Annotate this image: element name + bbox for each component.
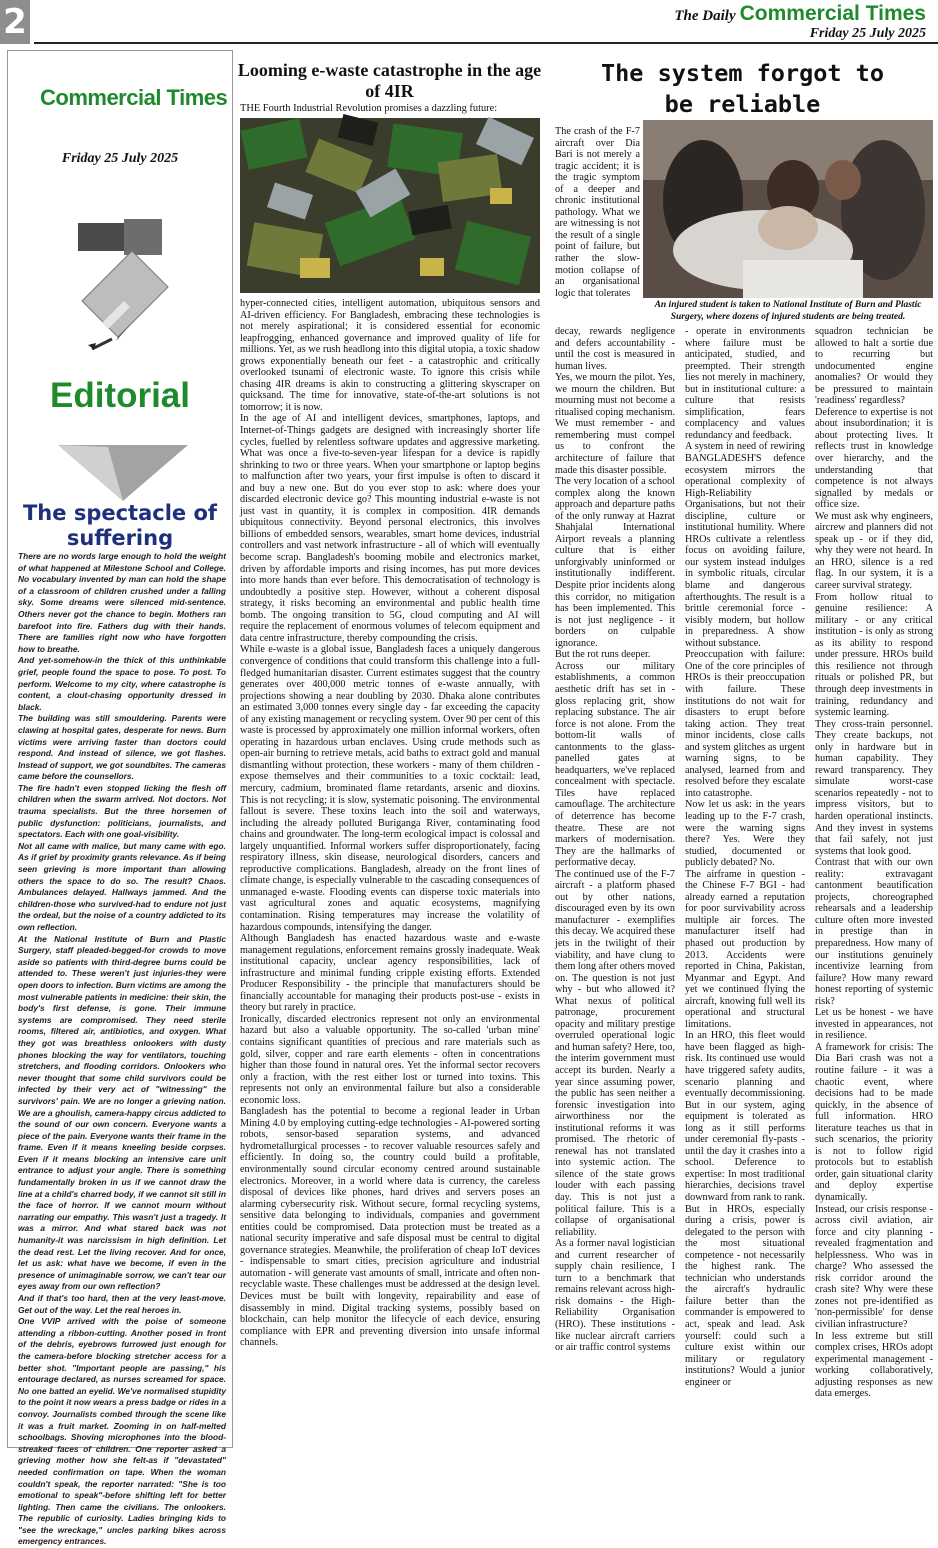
ewaste-paragraph: Bangladesh has the potential to become a regional leader in Urban Mining 4.0 by employing cutting-edge technologies - AI-powered sorting robots, sensor-based separation systems, and advanced hydrometallurgical processes - to recover valuable resources safely and efficiently. In doing so, the country could build a profitable, environmentally sound circular economy centred around sustainable electronics. Moreover, in a world where data is currency, the careless disposal of devices like phones, hard drives and servers poses an alarming cybersecurity risk. Without secure, formal recycling systems, sensitive data belonging to individuals, companies and government entities could be compromised. Data protection must be treated as a national security imperative and safe disposal must be central to digital governance strategies. Meanwhile, the proliferation of cheap IoT devices - indispensable to smart cities, precision agriculture and industrial automation - will generate vast amounts of small, intricate and often non-recyclable waste. These challenges must be addressed at the design level. Devices must be built with longevity, repairability and ease of disassembly in mind. Digital tracking systems, possibly based on blockchain, can help monitor the lifecycle of each device, ensuring compliance with EPR and preventing diversion into unsafe informal channels. xyxy=(240,1106,540,1349)
editorial-paragraph: One VVIP arrived with the poise of someone attending a ribbon-cutting. Another posed in front of the debris, eyebrows furrowed just enough for the camera-before blocking stretcher access for a better shot. "Important people are passing," his entourage declared, as nurses screamed for space. No one batted an eyelid. We've normalised stupidity to the point it now wears a press badge or rides in a convoy. Journalists combed through the scene like it was a fruit market. Zooming in on half-melted schoolbags. Shoving microphones into the blood-streaked faces of children. One reporter asked a grieving mother how she felt-as if "devastated" needed confirmation on tape. When the woman couldn't speak, the reporter narrated: "She is too emotional to speak"-before shifting left for better lighting. Then came the civilians. The onlookers. The republic of curiosity. Ladies bringing kids to "see the wreckage," uncles parking bikes across emergency entrances. xyxy=(18,1316,226,1547)
system-paragraph: But the rot runs deeper. xyxy=(555,649,651,661)
masthead-paper-name: Commercial Times xyxy=(739,2,926,25)
system-paragraph: Deference to expertise is not about insubordination; it is about protecting lives. It reflects trust in knowledge over hierarchy, and the understanding that competence is not always signalled by medals or office size. xyxy=(815,406,933,511)
ewaste-paragraph: hyper-connected cities, intelligent automation, ubiquitous sensors and AI-driven efficiency. For Bangladesh, embracing these technologies is not merely aspirational; it is considered essential for economic leapfrogging, enhanced governance and improved quality of life for millions. Yet, as we rush headlong into this digital utopia, a toxic shadow grows exponentially beneath our feet - a catastrophic and critically overlooked tsunami of electronic waste. To ignore this crisis while chasing 4IR dreams is akin to constructing a glittering skyscraper on quicksand. The time for innovative, state-of-the-art solutions is not tomorrow; it is now. xyxy=(240,298,540,413)
sidebar-date: Friday 25 July 2025 xyxy=(61,151,179,166)
ewaste-paragraph: Ironically, discarded electronics represent not only an environmental hazard but also a valuable opportunity. The so-called 'urban mine' contains significant quantities of precious and rare materials such as gold, silver, copper and rare earth elements - often in concentrations higher than those found in natural ores. Yet the informal sector recovers only a fraction, with the rest either lost or turned into toxins. This represents not only an environmental failure but also a considerable economic loss. xyxy=(240,1013,540,1106)
ewaste-photo xyxy=(240,118,540,293)
system-paragraph: From hollow ritual to genuine resilience: A military - or any critical institution - is only as strong as its ability to respond under pressure. HROs build this resilience not through rituals or polished PR, but through deep investments in training, redundancy and systemic learning. xyxy=(815,591,933,719)
photo-caption: An injured student is taken to National Institute of Burn and Plastic Surgery, where dozens of injured students are being treated. xyxy=(654,300,922,322)
system-paragraph: In less extreme but still complex crises, HROs adopt experimental management - working collaboratively, adjusting responses as new data emerges. xyxy=(815,1330,933,1400)
system-paragraph: Yes, we mourn the pilot. Yes, we mourn the children. But mourning must not become a ritualised coping mechanism. We must remember - and remembering must compel us to confront the architecture of failure that made this disaster possible. xyxy=(555,372,675,476)
system-paragraph: Across our military establishments, a common aesthetic drift has set in - gloss replacing grit, show replacing substance. The air force is not alone. From the bottom-lit walls of cantonments to the glass-panelled gates at headquarters, we've replaced concealment with spectacle. Tiles have replaced camouflage. The architecture of deterrence has become theatre. These are not markers of modernisation. They are the hallmarks of performative decay. xyxy=(555,660,675,869)
editorial-paragraph: There are no words large enough to hold the weight of what happened at Milestone School and College. No vocabulary invented by man can hold the shape of a classroom of children crushed under a falling sky. Some dreams were silenced mid-sentence. Others never got the chance to begin. Mothers ran barefoot into fire. Fathers dug with their hands. There are families right now who have forgotten how to breathe. xyxy=(18,551,226,654)
chevron-down-icon xyxy=(48,443,198,503)
ewaste-paragraph: In the age of AI and intelligent devices, smartphones, laptops, and Internet-of-Things gadgets are designed with increasingly shorter life cycles, fuelled by relentless software updates and aggressive marketing. What was once a five-to-seven-year lifespan for a device is rapidly shrinking to two or three years. When your smartphone or laptop begins to malfunction after two years, your first impulse is often to discard it and buy a new one. But do you ever stop to ask: where does your discarded electronic device go? This mounting industrial e-waste is not just vast in quantity, it is complex in composition. 4IR demands ubiquitous connectivity. Beyond personal electronics, this involves billions of embedded sensors, wearables, smart home devices, industrial controllers and vast network infrastructure - all of which will eventually become scrap. Bangladesh's booming mobile and electronics market, driven by affordable imports and rising incomes, has put more devices into more hands than ever before. This democratisation of technology is undoubtedly a positive step. However, without a coherent disposal strategy, it risks becoming an environmental and public health time bomb. The ongoing transition to 5G, cloud computing and AI will require the replacement of enormous volumes of telecom equipment and data centre infrastructure, thereby compounding the crisis. xyxy=(240,413,540,644)
system-paragraph: The crash of the F-7 aircraft over Dia Bari is not merely a tragic accident; it is the tragic symptom of a deeper and chronic institutional pathology. What we are witnessing is not the result of a single point of failure, but rather the slow-motion collapse of an organisational logic that tolerates xyxy=(555,126,640,299)
system-column-intro xyxy=(555,126,640,299)
masthead-the: The Daily xyxy=(674,8,736,24)
editorial-sidebar xyxy=(7,50,233,1547)
system-paragraph: Instead, our crisis response - across civil aviation, air force and city planning - revealed fragmentation and helplessness. Who was in charge? Who assessed the risk corridor around the crash site? Why were these zones not pre-identified as 'non-permissible' for dense civilian infrastructure? xyxy=(815,1203,933,1331)
system-paragraph: A system in need of rewiring BANGLADESH'S defence ecosystem mirrors the operational complexity of High-Reliability Organisations, but not their discipline, culture or institutional humility. Where HROs cultivate a relentless focus on avoiding failure, our system instead indulges in symbolic rituals, circular blame and dangerous afterthoughts. The result is a brittle ceremonial force - visibly modern, but hollow in preparedness. A show without substance. xyxy=(685,441,805,649)
ewaste-paragraph: While e-waste is a global issue, Bangladesh faces a uniquely dangerous convergence of conditions that could transform this challenge into a full-fledged humanitarian disaster. Current estimates suggest that the country generates over 400,000 metric tonnes of e-waste annually, with projections showing a near doubling by 2030. Dhaka alone contributes an estimated 3,000 tonnes every single day - far exceeding the capacity of any existing management or recycling system. Over 90 per cent of this waste is processed by approximately one million informal workers, often operating in hazardous urban enclaves. Using crude methods such as open-air burning to retrieve metals, acid baths to extract gold and manual dismantling without protection, these workers - many of them children - expose themselves and their communities to a toxic cocktail: lead, mercury, cadmium, brominated flame retardants, arsenic and dioxins. This is not recycling; it is slow, systematic poisoning. The environmental fallout is severe. These toxins leach into the soil and waterways, including the already polluted Buriganga River, contaminating food chains and groundwater. The long-term ecological impact is colossal and largely unquantified. Informal workers suffer disproportionately, facing respiratory illness, skin disease, neurological disorders, cancers and reproductive complications. Bangladesh, already on the front lines of climate change, is especially vulnerable to the cascading consequences of unmanaged e-waste. Flooding events can disperse toxic materials into vast agricultural zones and aquatic ecosystems, magnifying contamination. Rising temperatures may increase the volatility of hazardous compounds, intensifying the danger. xyxy=(240,644,540,933)
editorial-paragraph: The building was still smouldering. Parents were clawing at hospital gates, desperate for news. Burn victims were arriving faster than doctors could respond. And instead of silence, we got flashes. Instead of support, we got soundbites. The cameras came before the counsellors. xyxy=(18,713,226,782)
system-column-3 xyxy=(815,326,933,1400)
editorial-paragraph: The fire hadn't even stopped licking the flesh off children when the swarm arrived. Not doctors. Not trauma specialists. But the three horsemen of public dysfunction: politicians, journalists, and spectators. Each with one goal-visibility. xyxy=(18,782,226,840)
editorial-paragraph: At the National Institute of Burn and Plastic Surgery, staff pleaded-begged-for crowds to move aside so patients with third-degree burns could be attended to. These weren't just injuries-they were open doors to infection. Burn victims are among the most vulnerable patients in medicine: their skin, the body's first defense, is gone. Their immune systems are compromised. They need sterile rooms, filtered air, antibiotics, and oxygen. What they got was breathless onlookers with dusty phones blocking the way for ventilators, touching stretchers, and flooding corridors. Onlookers who never thought that some child survivors could be infected by their very act of "witnessing" the survivors' pain. We are no longer a grieving nation. We are a ghoulish, camera-happy circus addicted to the sound of our own concern. Everyone wants a piece of the pain. Everyone wants their frame in the frame. Even if it means kneeling beside corpses. Even if it means blocking an intensive care unit entrance to adjust your angle. There is something fundamentally broken in us if we cannot draw the line at a child's charred body, if we cannot sit still in the face of horror. If we cannot mourn without narrating our empathy. This wasn't just a tragedy. It was a mirror. And what stared back was not humanity-it was narcissism in high definition. Let the dead rest. Let the living recover. And for once, let us ask: what have we become, if even in the presence of unimaginable sorrow, we can't tear our eyes away from our own reflection? xyxy=(18,933,227,1292)
editorial-paragraph: Not all came with malice, but many came with ego. As if grief by proximity grants relevance. As if being seen grieving is more important than allowing others the space to do so. The result? Chaos. Ambulances delayed. Hallways jammed. And the children-those who survived-had to endure not just the ordeal, but the noise of a country addicted to its own reflection. xyxy=(18,840,226,932)
masthead-date: Friday 25 July 2025 xyxy=(809,26,926,41)
system-paragraph: They cross-train personnel. They create backups, not only in hardware but in human capability. They reward transparency. They simulate worst-case scenarios repeatedly - not to impress visitors, but to harden operational instincts. And they invest in systems that fail safely, not just systems that look good. xyxy=(815,718,933,857)
system-paragraph: A framework for crisis: The Dia Bari crash was not a routine failure - it was a chaotic event, where decisions had to be made quickly, in the absence of full information. HRO literature teaches us that in such scenarios, the priority is not to follow rigid protocols but to establish order, gain situational clarity and deploy expertise dynamically. xyxy=(815,1041,933,1204)
system-paragraph: decay, rewards negligence and defers accountability - until the cost is measured in human lives. xyxy=(555,326,675,372)
page-number: 2 xyxy=(0,0,30,44)
editorial-heading: Editorial xyxy=(49,376,191,415)
ewaste-paragraph: Although Bangladesh has enacted hazardous waste and e-waste management regulations, enforcement remains grossly inadequate. Weak institutional capacity, unclear agency responsibilities, lack of infrastructure and minimal funding cripple existing efforts. Extended Producer Responsibility - the principle that manufacturers should be financially accountable for managing their products post-use - exists in theory but rarely in practice. xyxy=(240,933,540,1014)
system-paragraph: We must ask why engineers, aircrew and planners did not speak up - or if they did, why they were not heard. In an HRO, silence is a red flag. In our system, it is a career survival strategy. xyxy=(815,510,933,592)
system-paragraph: squadron technician be allowed to halt a sortie due to recurring but undocumented engine anomalies? Or would they be pressured to maintain 'readiness' regardless? xyxy=(815,326,933,407)
masthead-brand xyxy=(674,2,926,26)
ewaste-lead: THE Fourth Industrial Revolution promises a dazzling future: xyxy=(240,103,498,114)
editorial-title: The spectacle of suffering xyxy=(22,501,218,550)
system-paragraph: Preoccupation with failure: One of the core principles of HROs is their preoccupation with failure. These institutions do not wait for disasters to erupt before taking action. They treat minor incidents, close calls and system glitches as urgent warning signs, to be analysed, learned from and resolved before they escalate into catastrophe. xyxy=(685,649,805,799)
injured-student-photo xyxy=(643,120,933,298)
system-headline: The system forgot to be reliable xyxy=(601,59,884,118)
ewaste-headline: Looming e-waste catastrophe in the age of 4IR xyxy=(237,60,542,101)
system-paragraph: As a former naval logistician and current researcher of supply chain resilience, I turn to a benchmark that remains relevant across high-risk domains - the High-Reliability Organisation (HRO). These institutions - like nuclear aircraft carriers or air traffic control systems xyxy=(555,1238,675,1354)
system-paragraph: Now let us ask: in the years leading up to the F-7 crash, were the warning signs there? Yes. Were they studied, documented or publicly debated? No. xyxy=(685,799,805,869)
sidebar-logo: Commercial Times xyxy=(40,85,228,110)
ewaste-body xyxy=(240,298,540,1349)
system-paragraph: The airframe in question - the Chinese F-7 BGI - had already earned a reputation for poor survivability across multiple air forces. The manufacturer itself had phased out production by 2013. Accidents were reported in China, Pakistan, Myanmar and Egypt. And yet we continued flying the aircraft, knowing full well its operational and structural limitations. xyxy=(685,868,805,1030)
pen-nib-icon xyxy=(72,189,172,349)
system-paragraph: The continued use of the F-7 aircraft - a platform phased out by other nations, discouraged even by its own manufacturer - exemplifies this decay. We acquired these jets in the twilight of their viability, and have clung to them long after others moved on. The question is not just why - but who allowed it? What nexus of political patronage, procurement opacity and military prestige overruled operational logic and human safety? Here, too, the interim government must accept its burden. Nearly a year since assuming power, the public has seen neither a forensic investigation into airworthiness nor the institutional reforms it was promised. The rhetoric of renewal has not translated into systemic action. The silence of the state grows louder with each passing day. This is not just a political failure. This is a collapse of organisational reliability. xyxy=(555,868,675,1238)
system-paragraph: Let us be honest - we have invested in appearances, not in resilience. xyxy=(815,1007,933,1042)
system-paragraph: Contrast that with our own reality: extravagant cantonment beautification projects, choreographed rehearsals and a leadership culture often more invested in prestige than in preparedness. How many of our institutions genuinely incentivize learning from failure? How many reward honest reporting of systemic risk? xyxy=(815,857,933,1007)
system-paragraph: - operate in environments where failure must be anticipated, studied, and preempted. Their strength lies not merely in machinery, but in institutional culture: a culture that resists simplification, fears complacency and values redundancy and feedback. xyxy=(685,326,805,441)
system-column-1 xyxy=(555,326,675,1354)
editorial-paragraph: And yet-somehow-in the thick of this unthinkable grief, people found the space to pose. To post. To perform. Welcome to my city, where catastrophe is content, a clout-chasing opportunity dressed in black. xyxy=(18,655,226,712)
system-column-2 xyxy=(685,326,805,1388)
system-paragraph: The very location of a school complex along the known approach and departure paths of the only runway at Hazrat Shahjalal International Airport reveals a planning culture that is either unforgivably uninformed or institutionally indifferent. Despite prior incidents along this corridor, no mitigation has been implemented. This is not just negligence - it borders on culpable ignorance. xyxy=(555,476,675,649)
editorial-paragraph: And if that's too hard, then at the very least-move. Get out of the way. Let the real heroes in. xyxy=(18,1293,226,1315)
editorial-body xyxy=(18,551,226,1548)
system-paragraph: In an HRO, this fleet would have been flagged as high-risk. Its continued use would have triggered safety audits, scenario planning and eventually decommissioning. But in our system, aging equipment is tolerated as long as it still performs under ceremonial fly-pasts - until the day it crashes into a school. Deference to expertise: In most traditional hierarchies, decisions travel downward from rank to rank. But in HROs, especially during a crisis, power is delegated to the person with the most situational competence - not necessarily the highest rank. The technician who understands the aircraft's hydraulic failure better than the commander is empowered to act, speak and lead. Ask yourself: could such a culture exist within our military or regulatory institutions? Would a junior engineer or xyxy=(685,1030,805,1388)
